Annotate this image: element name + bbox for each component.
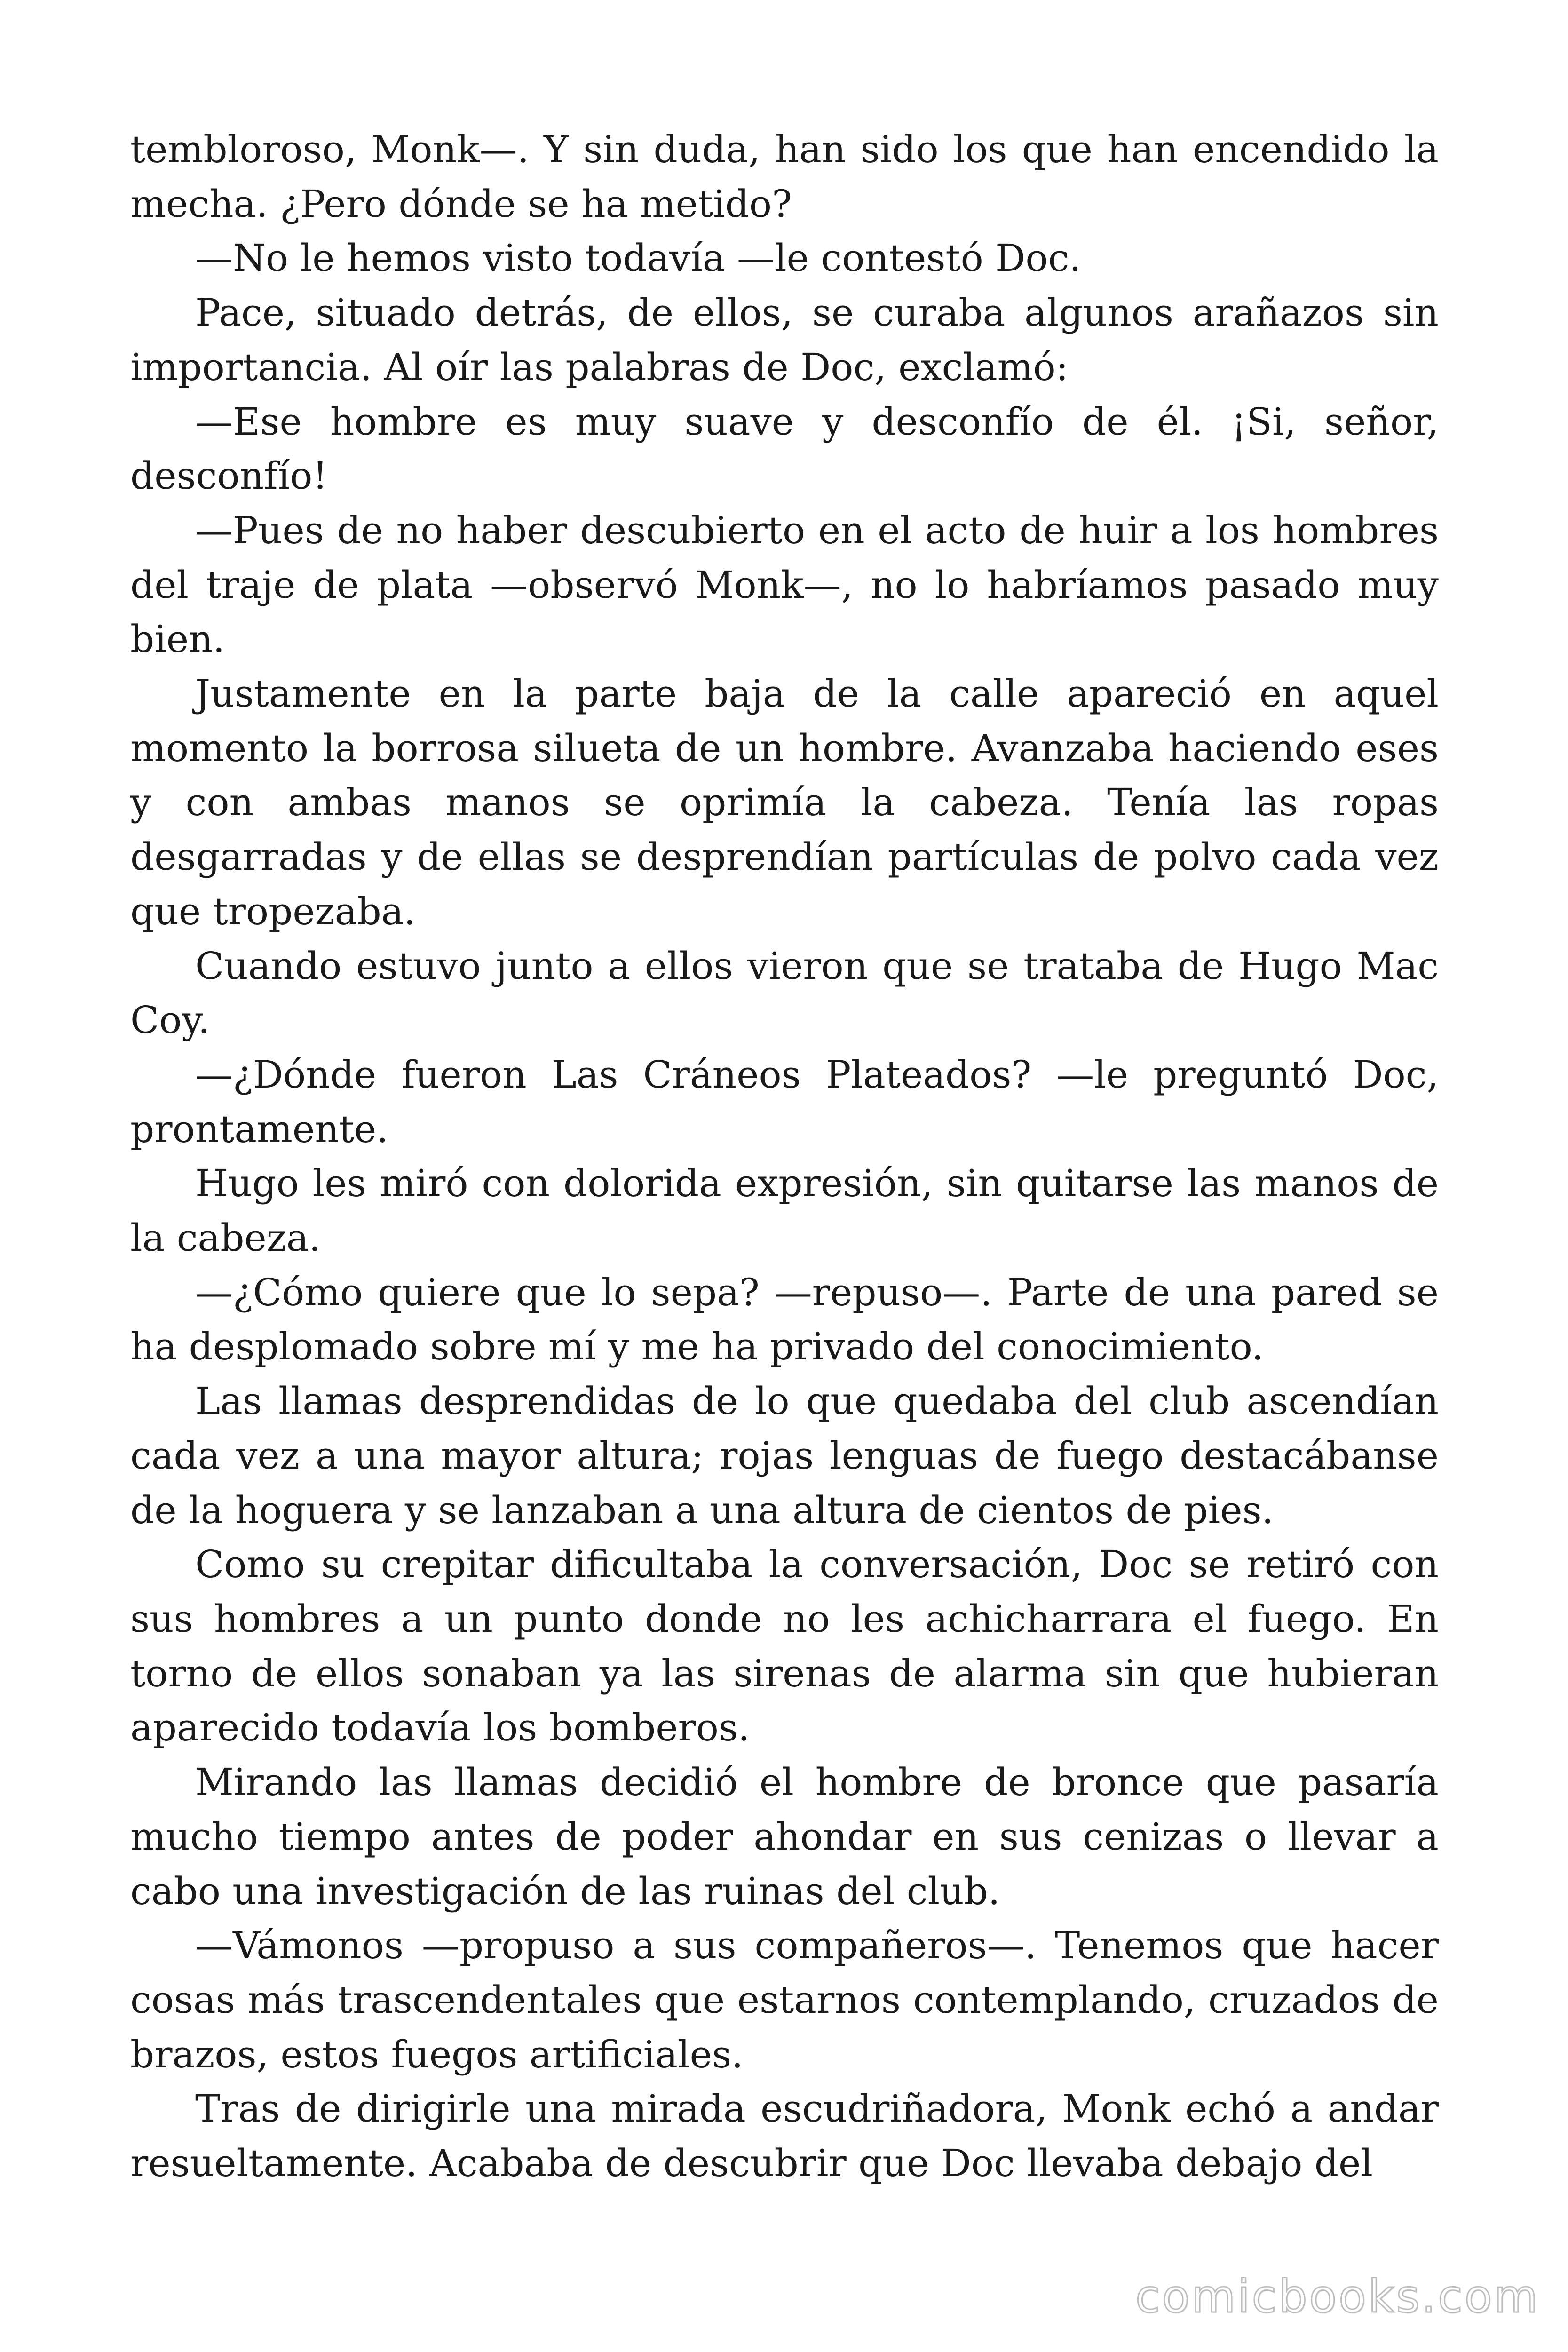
paragraph: —¿Dónde fueron Las Cráneos Plateados? —le preguntó Doc, prontamente. — [130, 1052, 1439, 1151]
paragraph: —Vámonos —propuso a sus compañeros—. Tenemos que hacer cosas más trascendentales que estarnos contemplando, cruzados de brazos, estos fuegos artificiales. — [130, 1923, 1439, 2076]
paragraph: —Ese hombre es muy suave y desconfío de él. ¡Si, señor, desconfío! — [130, 399, 1439, 498]
page-text — [130, 122, 1439, 2191]
paragraph: Pace, situado detrás, de ellos, se curaba algunos arañazos sin importancia. Al oír las palabras de Doc, exclamó: — [130, 291, 1439, 389]
paragraph: Como su crepitar dificultaba la conversación, Doc se retiró con sus hombres a un punto donde no les achicharrara el fuego. En torno de ellos sonaban ya las sirenas de alarma sin que hubieran aparecido todavía los bomberos. — [130, 1542, 1439, 1750]
paragraph: Cuando estuvo junto a ellos vieron que se trataba de Hugo Mac Coy. — [130, 944, 1439, 1042]
paragraph: —Pues de no haber descubierto en el acto de huir a los hombres del traje de plata —observó Monk—, no lo habríamos pasado muy bien. — [130, 508, 1439, 661]
paragraph: Mirando las llamas decidió el hombre de bronce que pasaría mucho tiempo antes de poder ahondar en sus cenizas o llevar a cabo una investigación de las ruinas del club. — [130, 1760, 1439, 1913]
paragraph: —¿Cómo quiere que lo sepa? —repuso—. Parte de una pared se ha desplomado sobre mí y me ha privado del conocimiento. — [130, 1270, 1439, 1369]
paragraph: Justamente en la parte baja de la calle apareció en aquel momento la borrosa silueta de un hombre. Avanzaba haciendo eses y con ambas manos se oprimía la cabeza. Tenía las ropas desgarradas y de ellas se desprendían partículas de polvo cada vez que tropezaba. — [130, 672, 1439, 933]
paragraph: Hugo les miró con dolorida expresión, sin quitarse las manos de la cabeza. — [130, 1161, 1439, 1260]
paragraph: Las llamas desprendidas de lo que quedaba del club ascendían cada vez a una mayor altura; rojas lenguas de fuego destacábanse de la hoguera y se lanzaban a una altura de cientos de pies. — [130, 1379, 1439, 1532]
paragraph: Tras de dirigirle una mirada escudriñadora, Monk echó a andar resueltamente. Acababa de descubrir que Doc llevaba debajo del — [130, 2087, 1439, 2185]
paragraph: tembloroso, Monk—. Y sin duda, han sido los que han encendido la mecha. ¿Pero dónde se ha metido? — [130, 127, 1439, 226]
paragraph: —No le hemos visto todavía —le contestó Doc. — [195, 236, 1081, 280]
watermark: comicbooks.com — [1135, 2270, 1540, 2323]
